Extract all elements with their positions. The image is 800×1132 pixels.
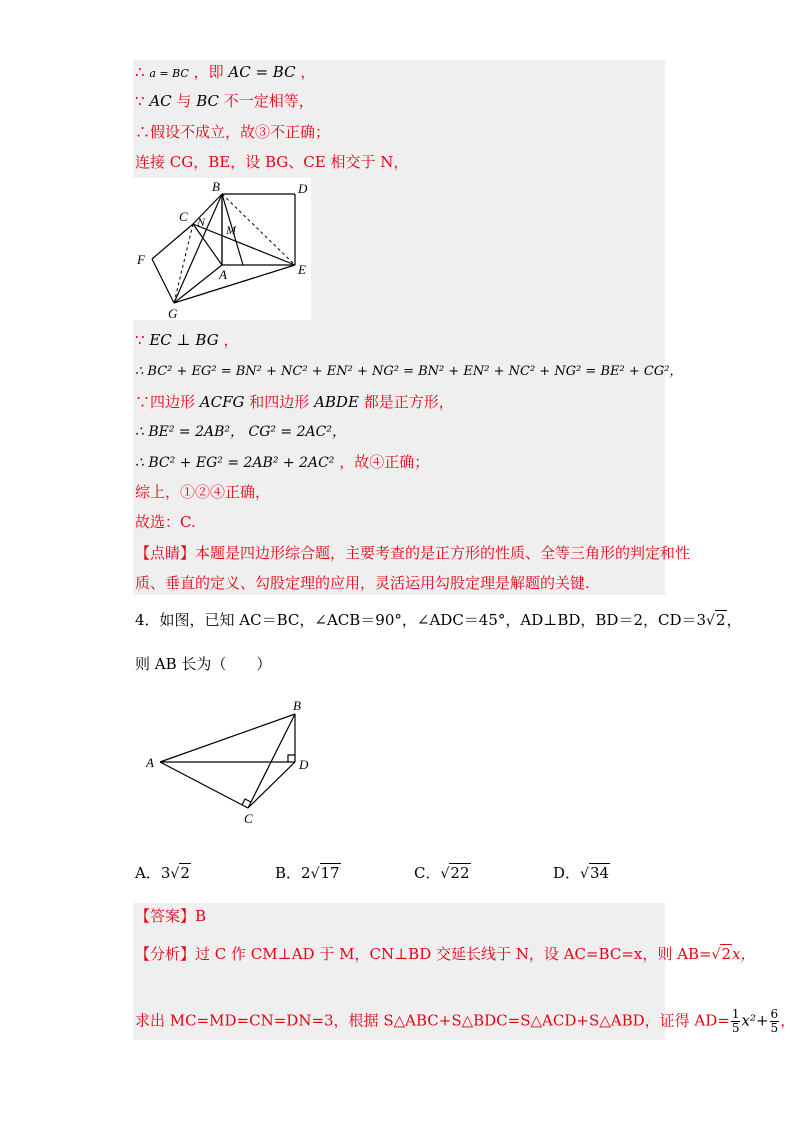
line-10: 综上，①②④正确， bbox=[135, 483, 271, 501]
pt2-C: C bbox=[244, 811, 253, 826]
option-b[interactable]: B．2√17 bbox=[275, 864, 340, 882]
pt2-D: D bbox=[299, 757, 309, 772]
answer-line: 【答案】B bbox=[135, 907, 207, 925]
line-6: ∴ BC² + EG² = BN² + NC² + EN² + NG² = BN² + EN² + NC² + NG² = BE² + CG²， bbox=[135, 364, 683, 379]
line-8: ∴ BE² = 2AB²， CG² = 2AC²， bbox=[135, 424, 346, 440]
pt-D: D bbox=[298, 181, 308, 196]
question4-line1: 4．如图，已知 AC＝BC，∠ACB＝90°，∠ADC＝45°，AD⊥BD，BD＝2，CD＝3√2， bbox=[135, 611, 742, 629]
line-5: ∵ EC ⊥ BG ， bbox=[135, 331, 239, 349]
line-3: ∴假设不成立，故③不正确； bbox=[135, 123, 331, 141]
pt2-A: A bbox=[146, 755, 154, 770]
question4-line2: 则 AB 长为（ ） bbox=[135, 655, 272, 673]
pt-C: C bbox=[179, 209, 188, 224]
pt-E: E bbox=[298, 262, 306, 277]
pt2-B: B bbox=[293, 698, 301, 713]
analysis-line-2: 求出 MC=MD=CN=DN=3，根据 S△ABC+S△BDC=S△ACD+S△ABD，证得 AD= $\frac{1}{5}$ x²+ $\frac{6}{5}$ ， bbox=[135, 1007, 796, 1035]
option-a[interactable]: A．3√2 bbox=[135, 864, 190, 882]
pt-G: G bbox=[168, 306, 178, 320]
line-13: 质、垂直的定义、勾股定理的应用，灵活运用勾股定理是解题的关键. bbox=[135, 574, 590, 592]
line-9: ∴ BC² + EG² = 2AB² + 2AC² ，故④正确； bbox=[135, 453, 430, 471]
line-7: ∵四边形 ACFG 和四边形 ABDE 都是正方形， bbox=[135, 393, 454, 411]
line-12: 【点睛】本题是四边形综合题，主要考查的是正方形的性质、全等三角形的判定和性 bbox=[135, 544, 691, 562]
pt-B: B bbox=[212, 179, 220, 194]
pt-F: F bbox=[137, 252, 145, 267]
option-d[interactable]: D．√34 bbox=[553, 864, 610, 882]
option-c[interactable]: C．√22 bbox=[414, 864, 470, 882]
figure-squares bbox=[133, 178, 311, 320]
sqrt-2: √2 bbox=[706, 611, 726, 629]
line-11: 故选：C. bbox=[135, 513, 196, 531]
pt-M: M bbox=[226, 223, 236, 237]
figure-triangle bbox=[140, 695, 320, 827]
pt-N: N bbox=[197, 215, 206, 229]
line-1: ∴ a = BC ，即 AC = BC ， bbox=[135, 63, 316, 81]
line-4: 连接 CG，BE，设 BG、CE 相交于 N， bbox=[135, 153, 409, 171]
analysis-line-1: 【分析】过 C 作 CM⊥AD 于 M，CN⊥BD 交延长线于 N，设 AC=BC=x，则 AB=√2x， bbox=[135, 945, 756, 963]
pt-A: A bbox=[219, 267, 227, 282]
line-2: ∵ AC 与 BC 不一定相等， bbox=[135, 92, 314, 110]
